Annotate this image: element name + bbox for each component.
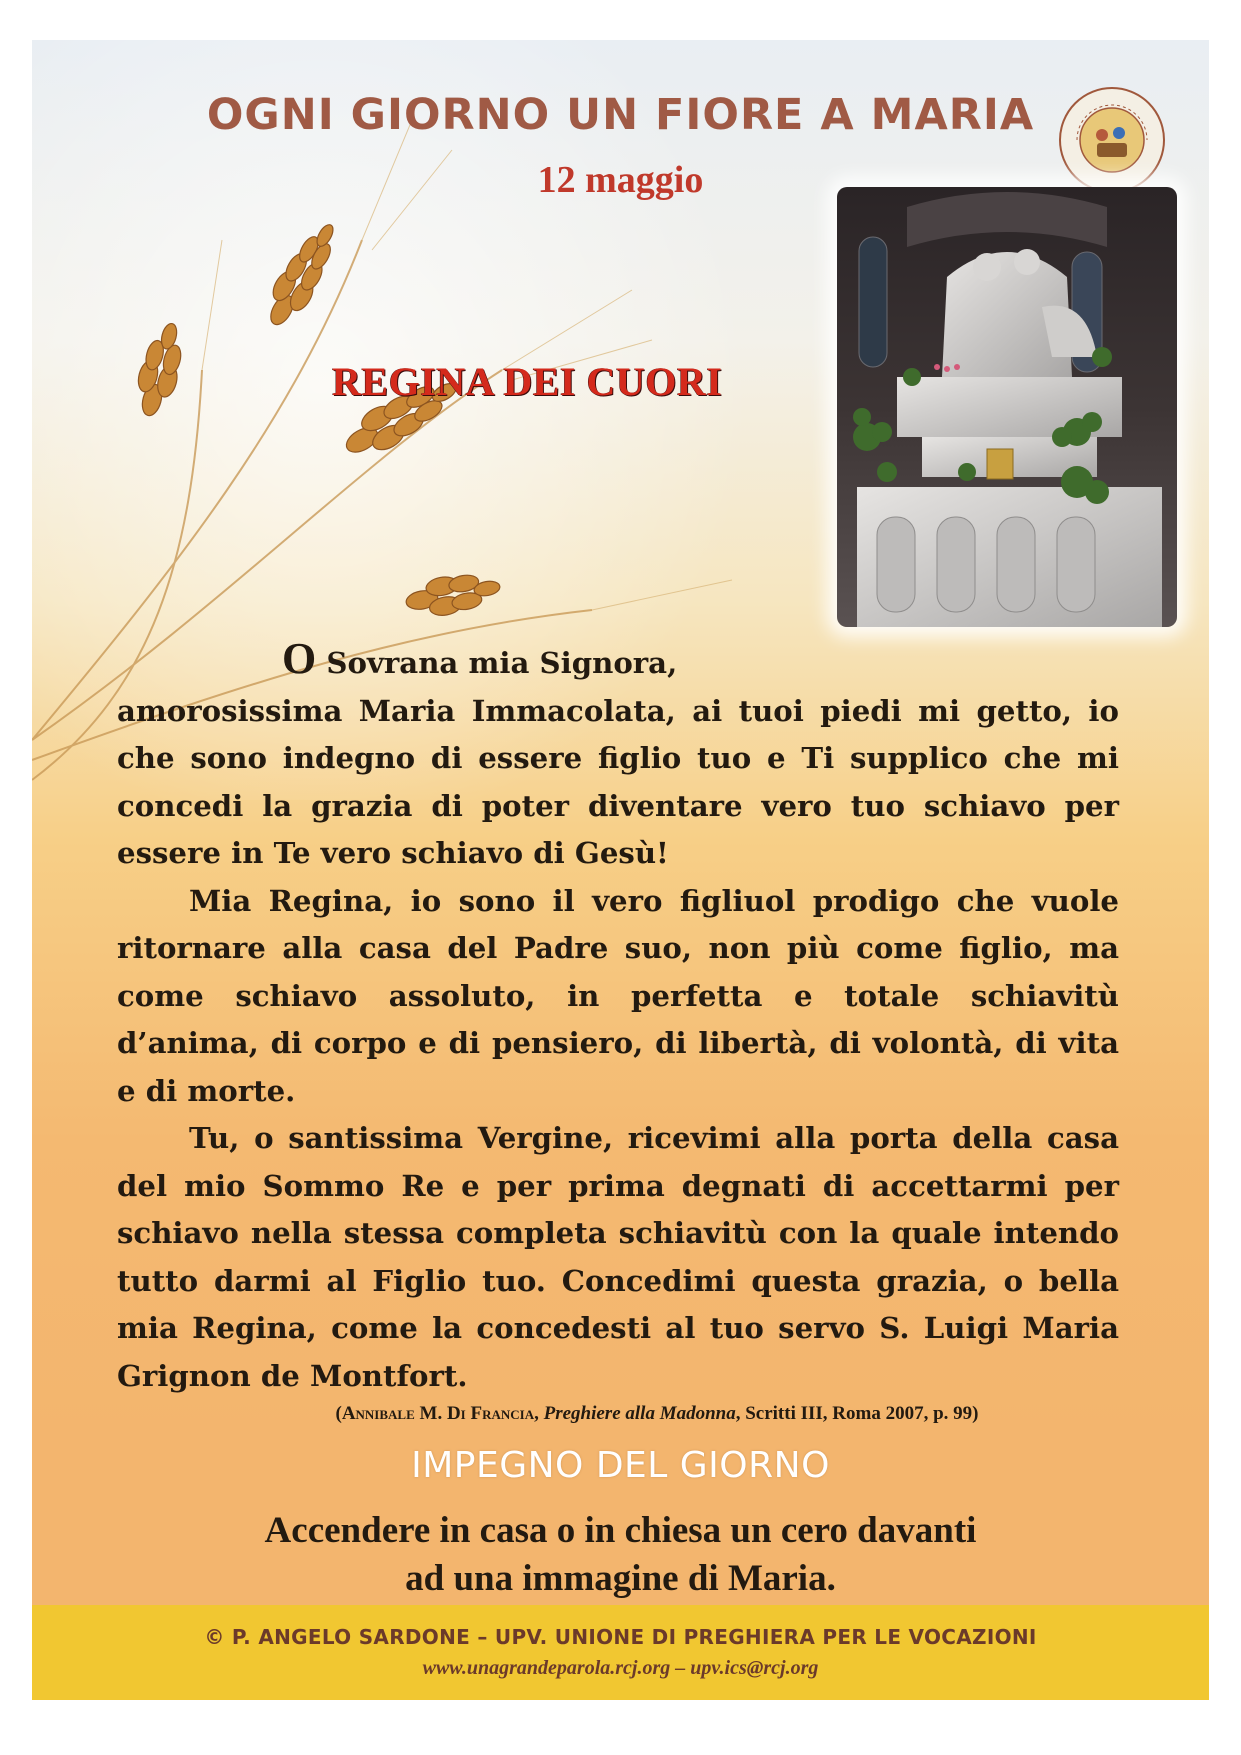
footer-links: www.unagrandeparola.rcj.org – upv.ics@rcj.org: [422, 1657, 819, 1679]
citation-open: (: [335, 1403, 342, 1424]
prayer-text: [117, 635, 1119, 1400]
drop-letter: O: [282, 634, 317, 683]
commitment-line-2: ad una immagine di Maria.: [405, 1558, 836, 1599]
citation-sep: ,: [534, 1403, 544, 1424]
altar-photo: [837, 187, 1177, 627]
citation-work: Preghiere alla Madonna: [543, 1403, 736, 1424]
commitment-line-1: Accendere in casa o in chiesa un cero davanti: [264, 1510, 977, 1551]
upv-seal-logo: [1057, 85, 1167, 195]
page-title: OGNI GIORNO UN FIORE A MARIA: [206, 90, 1035, 140]
date-label: 12 maggio: [537, 159, 704, 201]
footer-band: [32, 1605, 1209, 1700]
citation: [177, 1403, 1137, 1425]
citation-rest: , Scritti III, Roma 2007, p. 99): [735, 1403, 979, 1424]
opening-rest: Sovrana mia Signora,: [316, 646, 678, 680]
prayer-paragraph-2: Mia Regina, io sono il vero figliuol prodigo che vuole ritornare alla casa del Padre suo, non più come figlio, ma come schiavo assoluto, in perfetta e totale schiavitù d’anima, di corpo e di pensiero, di libertà, di volontà, di vita e di morte.: [117, 883, 1119, 1108]
paragraph-1-body: amorosissima Maria Immacolata, ai tuoi piedi mi getto, io che sono indegno di essere figlio tuo e Ti supplico che mi concedi la grazia di poter diventare vero tuo schiavo per essere in Te vero schiavo di Gesù!: [117, 693, 1119, 870]
prayer-paragraph-1: [117, 635, 1119, 878]
prayer-opening-line: [117, 635, 1119, 688]
section-title: REGINA DEI CUORI: [332, 359, 723, 404]
prayer-paragraph-3: Tu, o santissima Vergine, ricevimi alla porta della casa del mio Sommo Re e per prima degnati di accettarmi per schiavo nella stessa completa schiavitù con la quale intendo tutto darmi al Figlio tuo. Concedimi questa grazia, o bella mia Regina, come la concedesti al tuo servo S. Luigi Maria Grignon de Montfort.: [117, 1121, 1119, 1393]
commitment-heading: IMPEGNO DEL GIORNO: [411, 1445, 830, 1486]
commitment-text: [32, 1507, 1209, 1603]
footer-copyright: © P. ANGELO SARDONE – UPV. UNIONE DI PREGHIERA PER LE VOCAZIONI: [204, 1625, 1037, 1649]
citation-author: Annibale M. Di Francia: [341, 1403, 535, 1424]
prayer-card: [32, 40, 1209, 1700]
